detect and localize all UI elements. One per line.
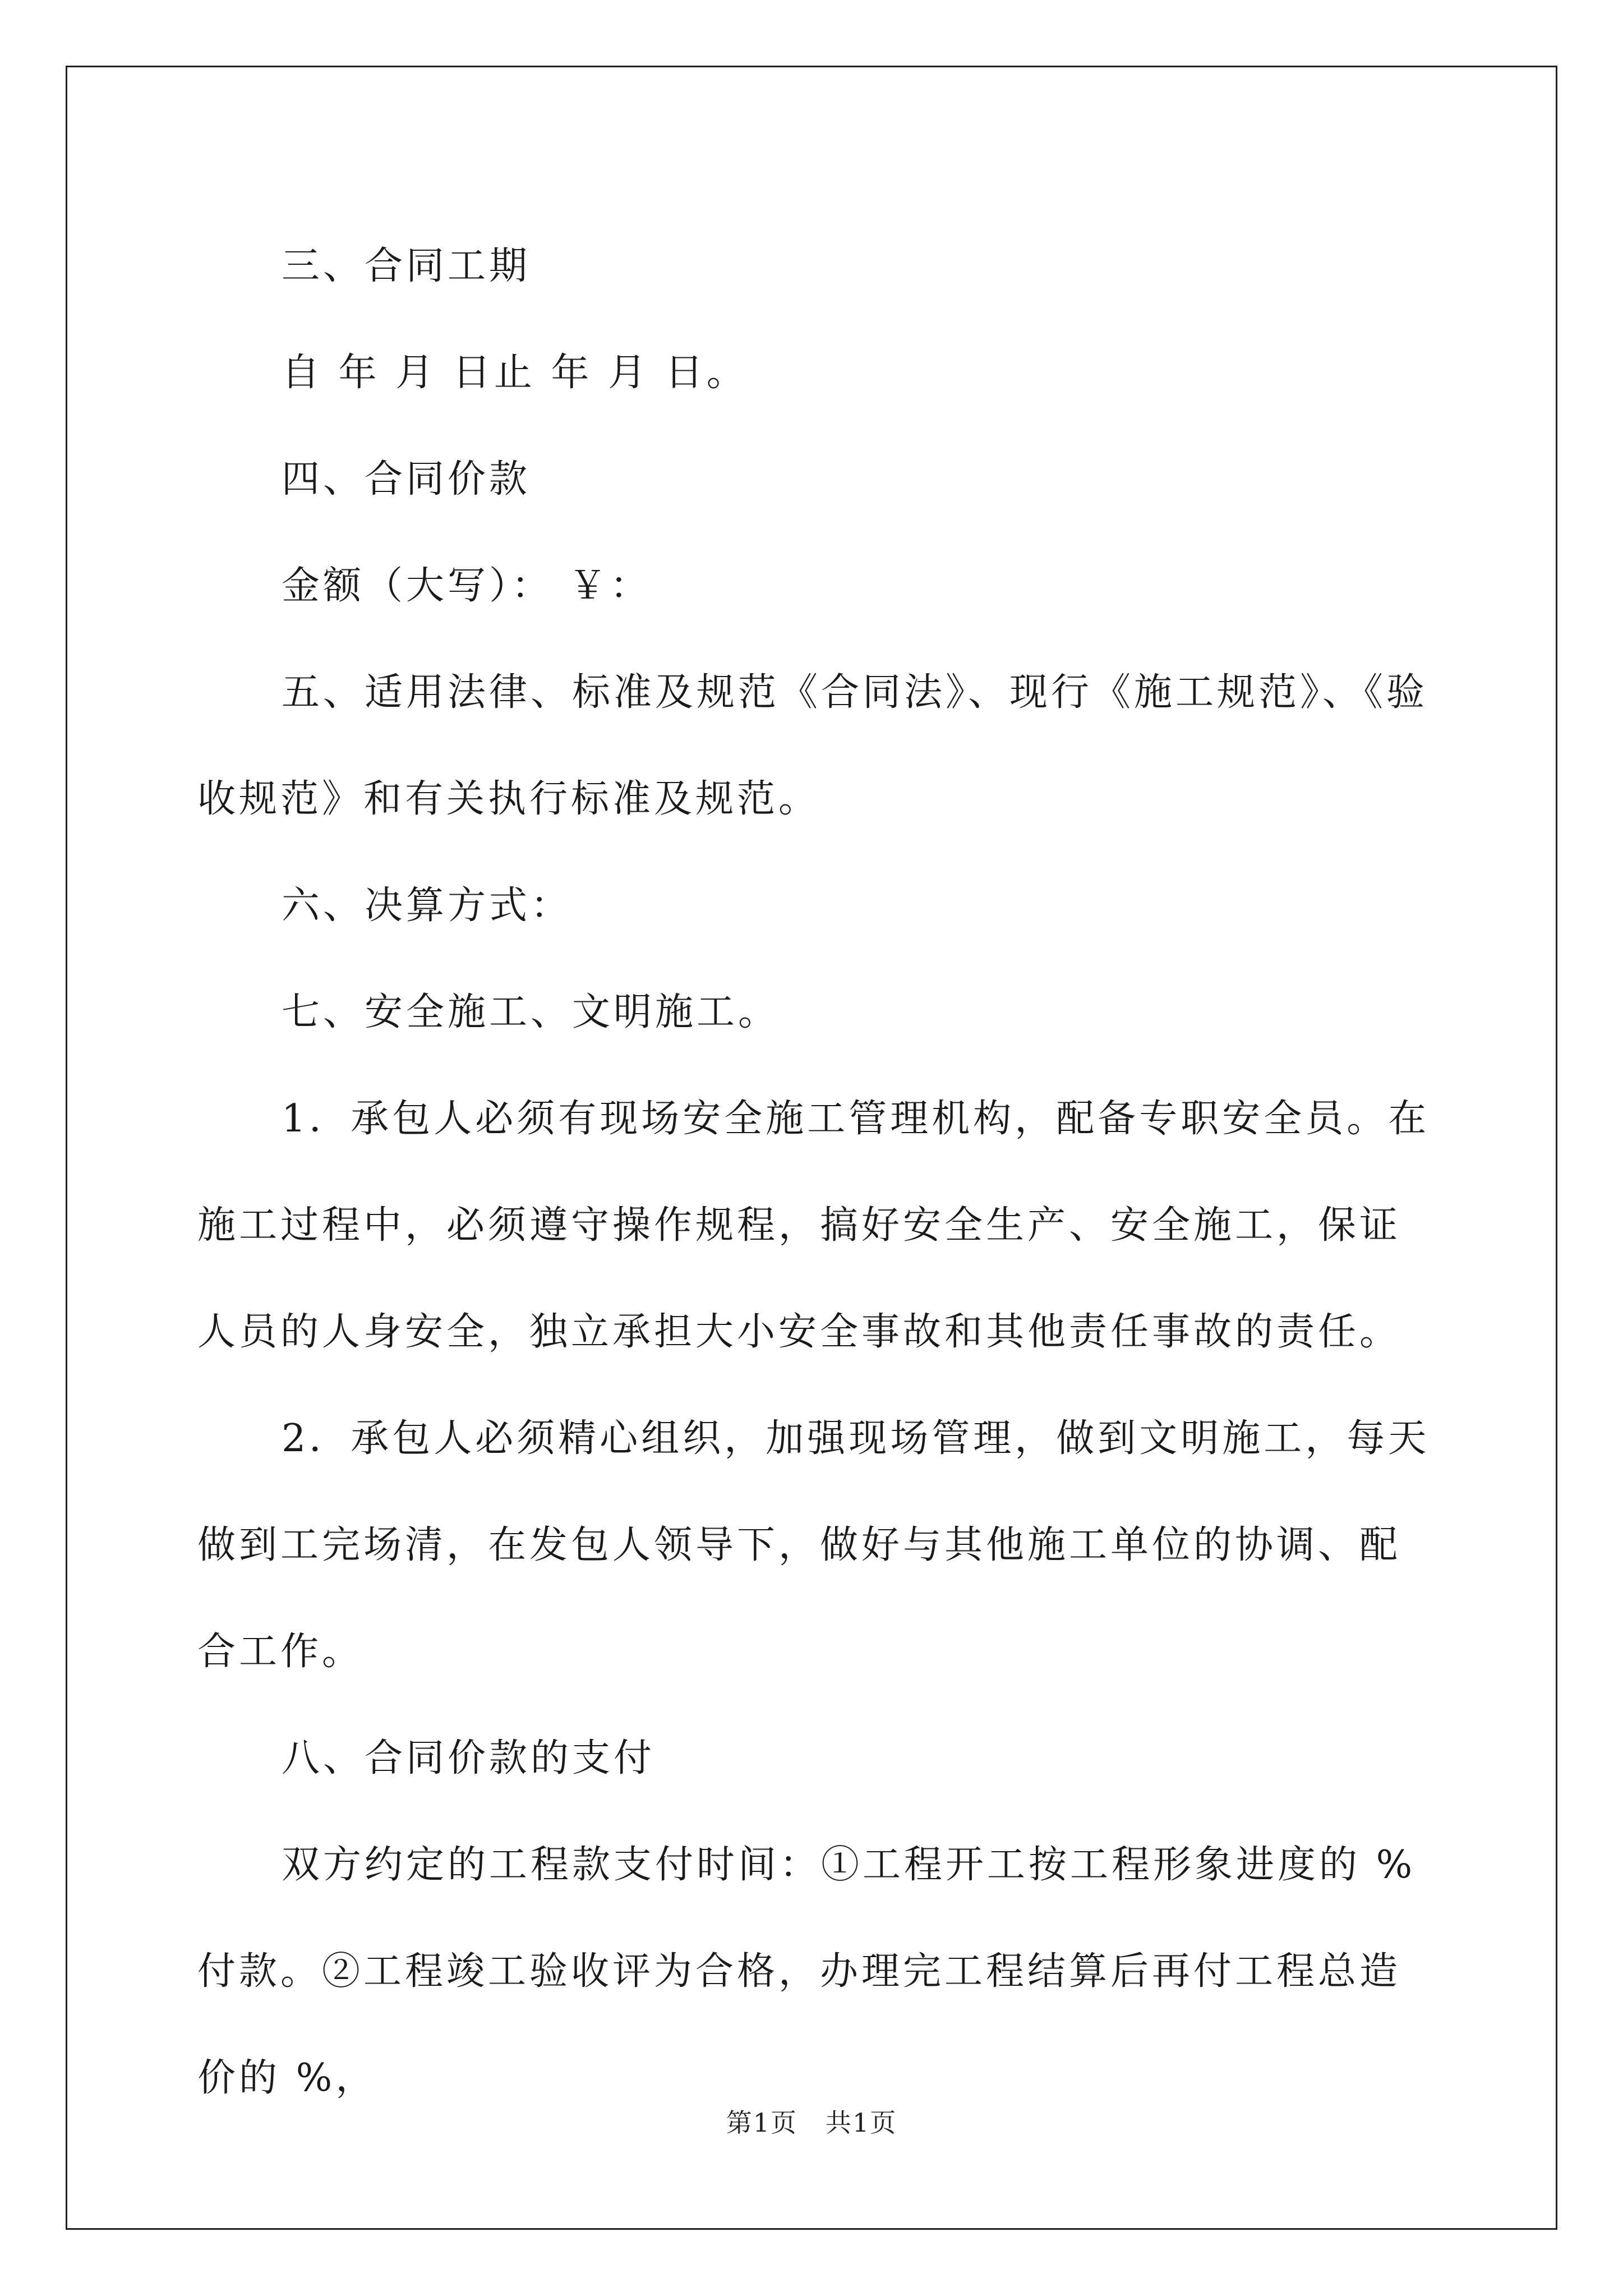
page-number: 第1页 <box>726 2108 798 2138</box>
section-heading-price: 四、合同价款 <box>282 457 531 501</box>
price-amount: 金额（大写）： ￥： <box>282 564 652 608</box>
section-heading-term: 三、合同工期 <box>282 244 531 288</box>
page-footer <box>0 2102 1623 2139</box>
payment-schedule: 双方约定的工程款支付时间：①工程开工按工程形象进度的 %付款。②工程竣工验收评为合格，办理完工程结算后再付工程总造价的 %， <box>197 1843 1416 2100</box>
page-total: 共1页 <box>825 2108 897 2138</box>
document-body <box>197 213 1432 2132</box>
section-settlement-method: 六、决算方式： <box>282 884 573 928</box>
safety-clause-2: 2．承包人必须精心组织，加强现场管理，做到文明施工，每天做到工完场清，在发包人领导下，做好与其他施工单位的协调、配合工作。 <box>197 1416 1430 1674</box>
term-dates: 自 年 月 日止 年 月 日。 <box>282 351 748 395</box>
safety-clause-1: 1．承包人必须有现场安全施工管理机构，配备专职安全员。在施工过程中，必须遵守操作规程，搞好安全生产、安全施工，保证人员的人身安全，独立承担大小安全事故和其他责任事故的责任。 <box>197 1097 1430 1354</box>
section-heading-payment: 八、合同价款的支付 <box>282 1736 656 1780</box>
section-applicable-law: 五、适用法律、标准及规范《合同法》、现行《施工规范》、《验收规范》和有关执行标准及规范。 <box>197 670 1428 821</box>
section-heading-safety: 七、安全施工、文明施工。 <box>282 990 780 1034</box>
